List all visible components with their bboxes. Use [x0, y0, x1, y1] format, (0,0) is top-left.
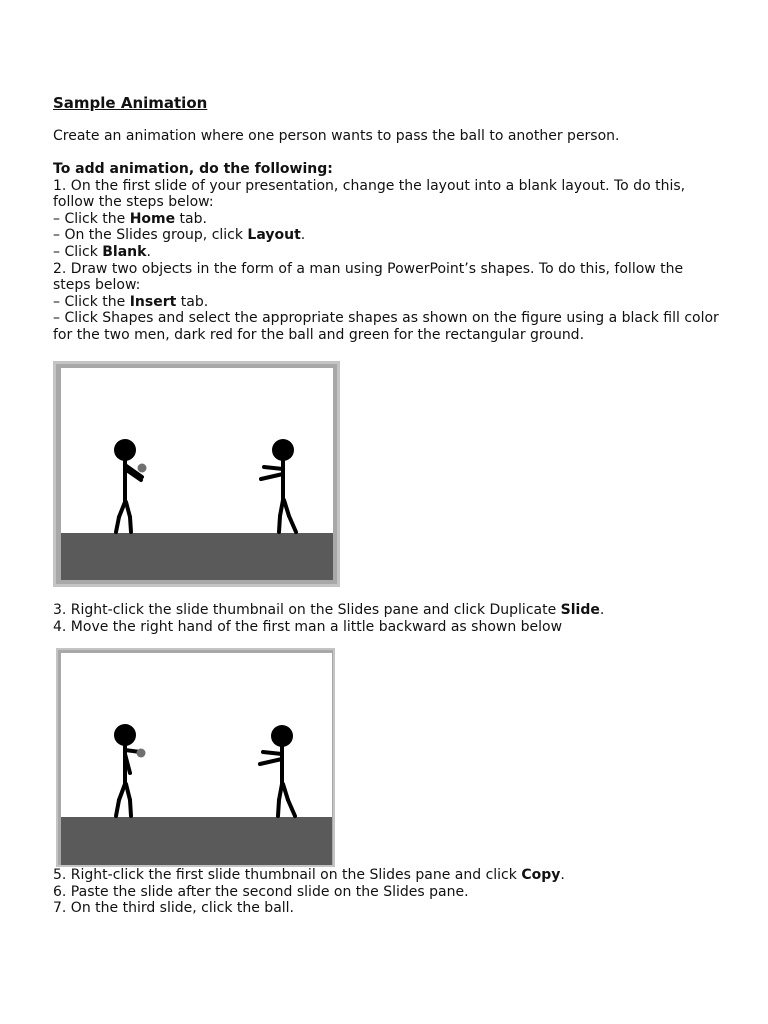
slide-figure-2 — [56, 648, 335, 867]
slide-illustration-1 — [53, 361, 340, 587]
slide-figure-1 — [53, 361, 340, 587]
ball-icon — [138, 464, 147, 473]
instructions-block — [53, 161, 723, 344]
steps-heading: To add animation, do the following: — [53, 161, 333, 177]
step-1-sub-1: – Click the Home tab. — [53, 210, 207, 227]
step-4-text: 4. Move the right hand of the first man a little backward as shown below — [53, 618, 563, 635]
step-6-text: 6. Paste the slide after the second slide on the Slides pane. — [53, 883, 469, 900]
ground-rectangle — [61, 533, 333, 580]
step-3-text: 3. Right-click the slide thumbnail on the Slides pane and click Duplicate Slide. — [53, 602, 605, 618]
step-2-sub-2: – Click Shapes and select the appropriate shapes as shown on the figure using a black fill color for the two men, dark red for the ball and green for the rectangular ground. — [53, 310, 719, 343]
ground-rectangle — [61, 817, 332, 865]
step-7-text: 7. On the third slide, click the ball. — [53, 900, 295, 917]
instructions-block-3 — [53, 867, 723, 917]
intro-paragraph: Create an animation where one person wants to pass the ball to another person. — [53, 128, 620, 144]
step-1-sub-3: – Click Blank. — [53, 243, 151, 260]
step-5-text: 5. Right-click the first slide thumbnail on the Slides pane and click Copy. — [53, 867, 565, 883]
document-title: Sample Animation — [53, 94, 208, 112]
step-1-text: 1. On the first slide of your presentation, change the layout into a blank layout. To do this, follow the steps below: — [53, 177, 686, 211]
step-2-text: 2. Draw two objects in the form of a man using PowerPoint’s shapes. To do this, follow the steps below: — [53, 260, 684, 294]
step-1-sub-2: – On the Slides group, click Layout. — [53, 227, 306, 244]
step-2-sub-1: – Click the Insert tab. — [53, 293, 209, 310]
slide-illustration-2 — [56, 648, 335, 867]
instructions-block-2 — [53, 602, 723, 635]
ball-icon — [137, 749, 146, 758]
